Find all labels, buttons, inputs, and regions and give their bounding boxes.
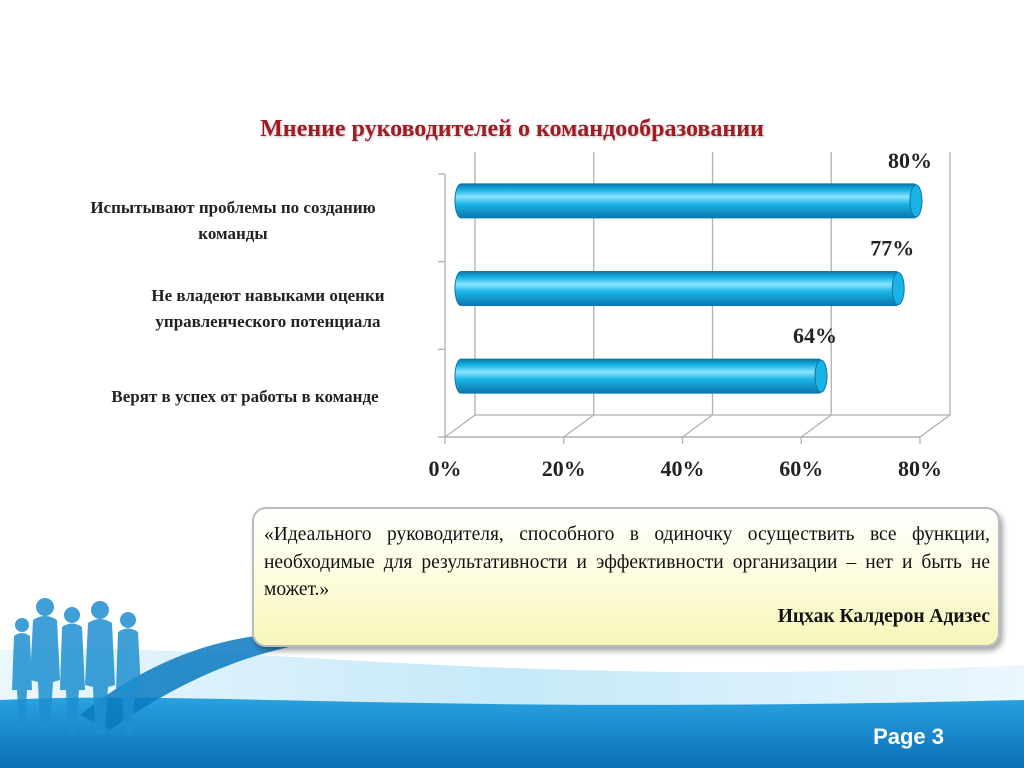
quote-author: Ицхак Калдерон Адизес xyxy=(777,606,990,628)
bar-1 xyxy=(455,184,920,218)
bar-2 xyxy=(455,272,902,306)
chart-title: Мнение руководителей о командообразовании xyxy=(260,116,764,142)
category-label-1-line-1: Испытывают проблемы по созданию xyxy=(90,198,376,217)
floor-gridline-0 xyxy=(445,415,475,437)
x-tick-label-0: 0% xyxy=(428,456,462,481)
category-label-1-line-2: команды xyxy=(198,223,268,243)
data-label-1: 80% xyxy=(888,147,932,173)
x-tick-label-4: 80% xyxy=(898,456,942,481)
floor-gridline-2 xyxy=(683,415,713,437)
data-label-3: 64% xyxy=(793,323,837,349)
category-label-2-line-1: Не владеют навыками оценки xyxy=(151,286,385,305)
data-label-2: 77% xyxy=(870,235,915,261)
x-tick-label-1: 20% xyxy=(541,456,586,481)
bar-cap-1 xyxy=(910,185,922,217)
x-tick-label-3: 60% xyxy=(779,456,824,481)
page-number: Page 3 xyxy=(873,724,944,749)
floor-gridline-1 xyxy=(564,415,594,437)
category-label-2-line-2: управленческого потенциала xyxy=(155,311,381,331)
x-tick-label-2: 40% xyxy=(660,456,705,481)
quote-text: «Идеального руководителя, способного в одиночку осуществить все функции, необходимые для результативности и эффективности организации – нет и быть не может.» xyxy=(264,524,990,601)
quote-box xyxy=(252,507,1000,647)
bar-cap-3 xyxy=(815,360,827,392)
category-label-3-line-1: Верят в успех от работы в команде xyxy=(111,387,379,406)
footer-blue-band xyxy=(0,698,1024,768)
bar-3 xyxy=(455,359,825,393)
floor-gridline-4 xyxy=(920,415,950,437)
floor-gridline-3 xyxy=(801,415,831,437)
bar-cap-2 xyxy=(892,273,904,305)
